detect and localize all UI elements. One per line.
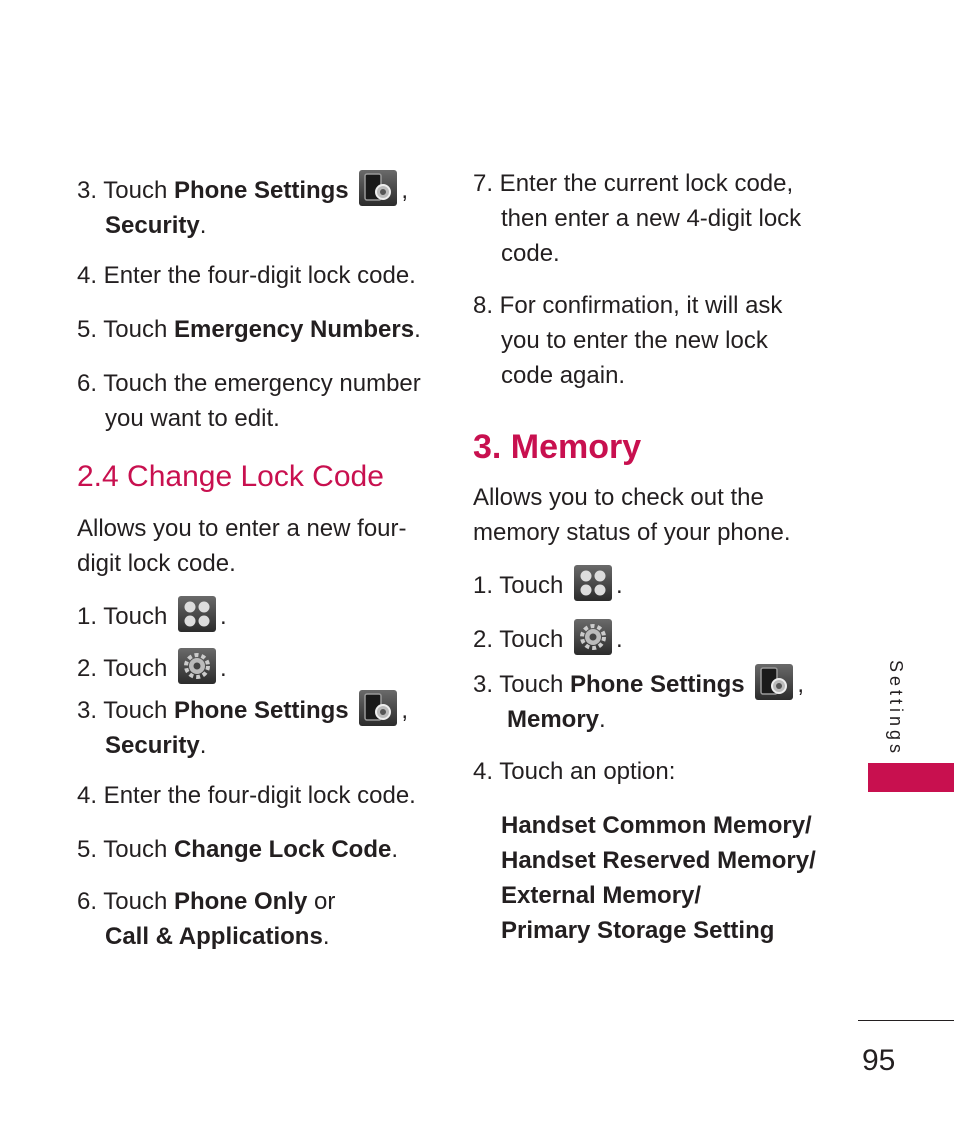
page-number: 95	[862, 1044, 896, 1077]
emergency-numbers-label: Emergency Numbers	[173, 316, 415, 343]
left-step-4: 4. Enter the four-digit lock code.	[77, 262, 416, 289]
section-heading-change-lock-code: 2.4 Change Lock Code	[77, 460, 384, 493]
settings-gear-icon	[574, 619, 612, 655]
left-touch-3: 3. Touch Phone Settings , Security.	[77, 690, 408, 763]
right-step-8: 8. For confirmation, it will ask you to enter the new lock code again.	[473, 292, 783, 389]
change-lock-intro: Allows you to enter a new four- digit lock code.	[77, 515, 407, 577]
menu-grid-icon	[574, 565, 612, 601]
step-text: 3. Touch	[77, 177, 174, 204]
phone-settings-label: Phone Settings	[569, 671, 745, 698]
settings-gear-icon	[178, 648, 216, 684]
left-step-3: 3. Touch Phone Settings , Security.	[77, 170, 408, 243]
option-handset-common-memory: Handset Common Memory/	[501, 812, 812, 839]
phone-only-label: Phone Only	[173, 888, 308, 915]
right-touch-1: 1. Touch .	[473, 565, 623, 603]
left-step-5: 5. Touch Emergency Numbers.	[77, 316, 421, 343]
phone-settings-icon	[755, 664, 793, 700]
left-touch-5: 5. Touch Change Lock Code.	[77, 836, 398, 863]
right-step-7: 7. Enter the current lock code, then enter a new 4-digit lock code.	[473, 170, 802, 267]
phone-settings-icon	[359, 690, 397, 726]
left-touch-2: 2. Touch .	[77, 648, 227, 686]
left-touch-1: 1. Touch .	[77, 596, 227, 634]
section-tab-label: Settings	[886, 660, 906, 758]
left-step-6: 6. Touch the emergency number you want to edit.	[77, 370, 421, 432]
right-touch-2: 2. Touch .	[473, 619, 623, 657]
section-tab-marker	[868, 763, 954, 792]
left-touch-4: 4. Enter the four-digit lock code.	[77, 782, 416, 809]
memory-intro: Allows you to check out the memory status of your phone.	[473, 484, 791, 546]
option-handset-reserved-memory: Handset Reserved Memory/	[501, 847, 816, 874]
change-lock-code-label: Change Lock Code	[173, 836, 392, 863]
option-external-memory: External Memory/	[501, 882, 702, 909]
section-heading-memory: 3. Memory	[473, 428, 642, 466]
security-label: Security	[105, 212, 200, 239]
right-touch-4: 4. Touch an option:	[473, 758, 676, 785]
menu-grid-icon	[178, 596, 216, 632]
memory-label: Memory	[507, 706, 600, 733]
right-touch-3: 3. Touch Phone Settings , Memory.	[473, 664, 804, 737]
call-applications-label: Call & Applications	[105, 923, 323, 950]
phone-settings-label: Phone Settings	[173, 697, 349, 724]
phone-settings-icon	[359, 170, 397, 206]
left-touch-6: 6. Touch Phone Only or Call & Applications.	[77, 888, 336, 950]
memory-options	[501, 808, 816, 948]
security-label: Security	[105, 732, 200, 759]
phone-settings-label: Phone Settings	[173, 177, 349, 204]
option-primary-storage-setting: Primary Storage Setting	[501, 917, 775, 944]
footer-rule	[858, 1020, 954, 1021]
